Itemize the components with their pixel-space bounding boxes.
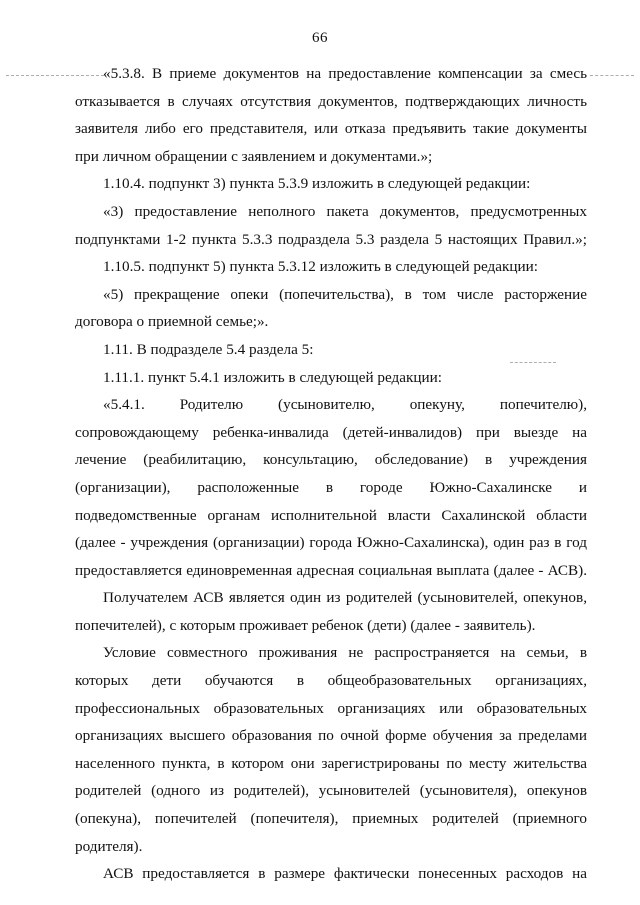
text-line: АСВ предоставляется в размере фактически понесенных расходов на xyxy=(103,865,587,883)
text-line: «5) прекращение опеки (попечительства), в том числе расторжение xyxy=(103,285,587,303)
text-line: Получателем АСВ является один из родителей (усыновителей, опекунов, xyxy=(103,589,587,607)
text-line: предоставляется единовременная адресная социальная выплата (далее - АСВ). xyxy=(75,561,587,579)
text-line: 1.10.5. подпункт 5) пункта 5.3.12 изложить в следующей редакции: xyxy=(103,258,538,276)
text-line: которых дети обучаются в общеобразовательных организациях, xyxy=(75,672,587,690)
text-line: заявителя либо его представителя, или отказа предъявить такие документы xyxy=(75,120,587,138)
text-line: родителей (одного из родителей), усыновителей (усыновителя), опекунов xyxy=(75,782,587,800)
text-line: подведомственные органам исполнительной власти Сахалинской области xyxy=(75,506,587,524)
text-line: «5.4.1. Родителю (усыновителю, опекуну, попечителю), xyxy=(103,396,587,414)
text-line: договора о приемной семье;». xyxy=(75,313,269,331)
text-line: «3) предоставление неполного пакета документов, предусмотренных xyxy=(103,202,587,220)
text-line: профессиональных образовательных организациях или образовательных xyxy=(75,699,587,717)
text-line: «5.3.8. В приеме документов на предоставление компенсации за смесь xyxy=(103,65,587,82)
scan-artifact-right xyxy=(590,75,634,77)
text-line: лечение (реабилитацию, консультацию, обследование) в учреждения xyxy=(75,451,587,469)
text-line: 1.10.4. подпункт 3) пункта 5.3.9 изложить в следующей редакции: xyxy=(103,175,531,193)
text-line: 1.11.1. пункт 5.4.1 изложить в следующей редакции: xyxy=(103,368,442,386)
text-line: подпунктами 1-2 пункта 5.3.3 подраздела 5.3 раздела 5 настоящих Правил.»; xyxy=(75,230,587,248)
text-line: при личном обращении с заявлением и документами.»; xyxy=(75,147,433,165)
page-number: 66 xyxy=(312,30,328,46)
text-line: 1.11. В подразделе 5.4 раздела 5: xyxy=(103,340,314,358)
document-body xyxy=(75,60,587,888)
text-line: (организации), расположенные в городе Южно-Сахалинске и xyxy=(75,478,587,496)
text-line: сопровождающему ребенка-инвалида (детей-инвалидов) при выезде на xyxy=(75,423,587,441)
text-line: (далее - учреждения (организации) города Южно-Сахалинска), один раз в год xyxy=(75,534,587,552)
text-line: населенного пункта, в котором они зарегистрированы по месту жительства xyxy=(75,754,587,772)
text-line: родителя). xyxy=(75,837,143,855)
text-line: попечителей), с которым проживает ребенок (дети) (далее - заявитель). xyxy=(75,616,536,634)
text-line: организациях высшего образования по очной форме обучения за пределами xyxy=(75,727,587,745)
text-line: отказывается в случаях отсутствия документов, подтверждающих личность xyxy=(75,92,587,110)
text-line: (опекуна), попечителей (попечителя), приемных родителей (приемного xyxy=(75,810,587,828)
text-line: Условие совместного проживания не распространяется на семьи, в xyxy=(103,644,587,662)
